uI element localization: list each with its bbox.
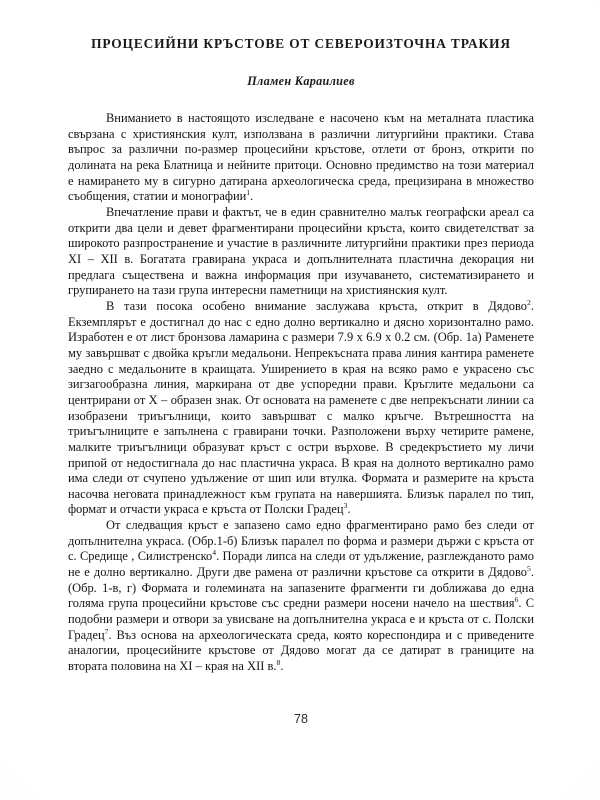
footnote-marker-5: 5 xyxy=(527,563,531,573)
body-text xyxy=(68,111,534,675)
footnote-marker-6: 6 xyxy=(514,595,519,605)
paragraph-4-text-a: От следващия кръст е запазено само едно фрагментирано рамо без следи от допълнителна украса. (Обр.1-б) Близък паралел по форма и размери държи с кръста от с. Средище , Силистренско xyxy=(68,518,534,564)
paragraph-3 xyxy=(68,299,534,518)
footnote-marker-7: 7 xyxy=(104,626,109,636)
page-title: ПРОЦЕСИЙНИ КРЪСТОВЕ ОТ СЕВЕРОИЗТОЧНА ТРАКИЯ xyxy=(91,36,511,51)
paragraph-3-tail: . xyxy=(347,502,351,517)
paragraph-2-text: Впечатление прави и фактът, че в един сравнително малък географски ареал са открити два цели и девет фрагментирани процесийни кръста, които свидетелстват за широкото разпространение и участие в различните литургийни практики през периода XI – XII в. Богатата гравирана украса и допълнителната пластична декорация ни предлага съществена и важна информация при изучаването, систематизирането и групирането на тази група интересни паметници на християнския култ. xyxy=(68,205,534,298)
paragraph-4-text-c: . (Обр. 1-в, г) Формата и големината на запазените фрагменти ги доближава до една голяма група процесийни кръстове със средни размери носени начело на шествия xyxy=(68,565,534,611)
paragraph-4-tail: . xyxy=(280,659,284,674)
footnote-marker-1: 1 xyxy=(246,188,251,198)
paragraph-3-text-a: В тази посока особено внимание заслужава кръста, открит в Дядово xyxy=(106,298,528,313)
footnote-marker-3: 3 xyxy=(343,501,348,511)
footnote-marker-4: 4 xyxy=(212,548,217,558)
footnote-marker-2: 2 xyxy=(527,297,531,307)
paragraph-1-tail: . xyxy=(250,189,254,204)
paragraph-2 xyxy=(68,205,534,299)
paragraph-4 xyxy=(68,518,534,675)
author-byline: Пламен Караилиев xyxy=(247,74,355,89)
paragraph-4-text-d: . С подобни размери и отвори за увисване на допълнителна украса е и кръста от с. Полски Градец xyxy=(68,596,534,642)
paragraph-3-text-b: . Екземплярът е достигнал до нас с едно долно вертикално и дясно хоризонтално рамо. Изработен е от лист бронзова ламарина с размери 7.9 x 6.9 x 0.2 см. (Обр. 1а) Раменете му завършват с двойка кръгли медальони. Непрекъсната права линия кантира раменете заедно с медальоните в краищата. Уширението в края на всяко рамо е украсено със зигзагообразна линия, маркирана от две успоредни прави. Кръглите медальони са центрирани от X – образен знак. От основата на раменете с две непрекъснати линии са изобразени триъгълници, които завършват с малко кръгче. Вътрешността на триъгълниците е запълнена с гравирани точки. Разположени върху четирите рамене, малките триъгълници образуват кръст с остри върхове. В средекръстието му личи припой от недостигнала до нас пластична украса. В края на долното вертикално рамо има следи от счупено удължение от шип или втулка. Формата и размерите на кръста насочва неговата принадлежност към групата на навершията. Близък паралел по тип, формат и отчасти украса е кръста от Полски Градец xyxy=(68,298,534,517)
page-content-area xyxy=(68,36,534,756)
page-number: 78 xyxy=(294,712,308,726)
paragraph-1 xyxy=(68,111,534,205)
paragraph-1-text: Вниманието в настоящото изследване е насочено към на металната пластика свързана с християнския култ, използвана в различни литургийни практики. Става въпрос за различни по-размер процесийни кръстове, отлети от бронз, открити по долината на река Блатница и нейните притоци. Основно предимство на този материал е намирането му в сигурно датирана археологическа среда, прецизирана в множество съобщения, статии и монографии xyxy=(68,111,534,204)
footnote-marker-8: 8 xyxy=(276,657,281,667)
paragraph-4-text-e: . Въз основа на археологическата среда, която кореспондира и с приведените аналогии, процесийните кръстове от Дядово могат да се датират в границите на втората половина на XI – края на XII в. xyxy=(68,627,534,674)
paragraph-4-text-b: . Поради липса на следи от удължение, разглежданото рамо не е долно вертикално. Други две рамена от различни кръстове са открити в Дядово xyxy=(68,549,534,580)
